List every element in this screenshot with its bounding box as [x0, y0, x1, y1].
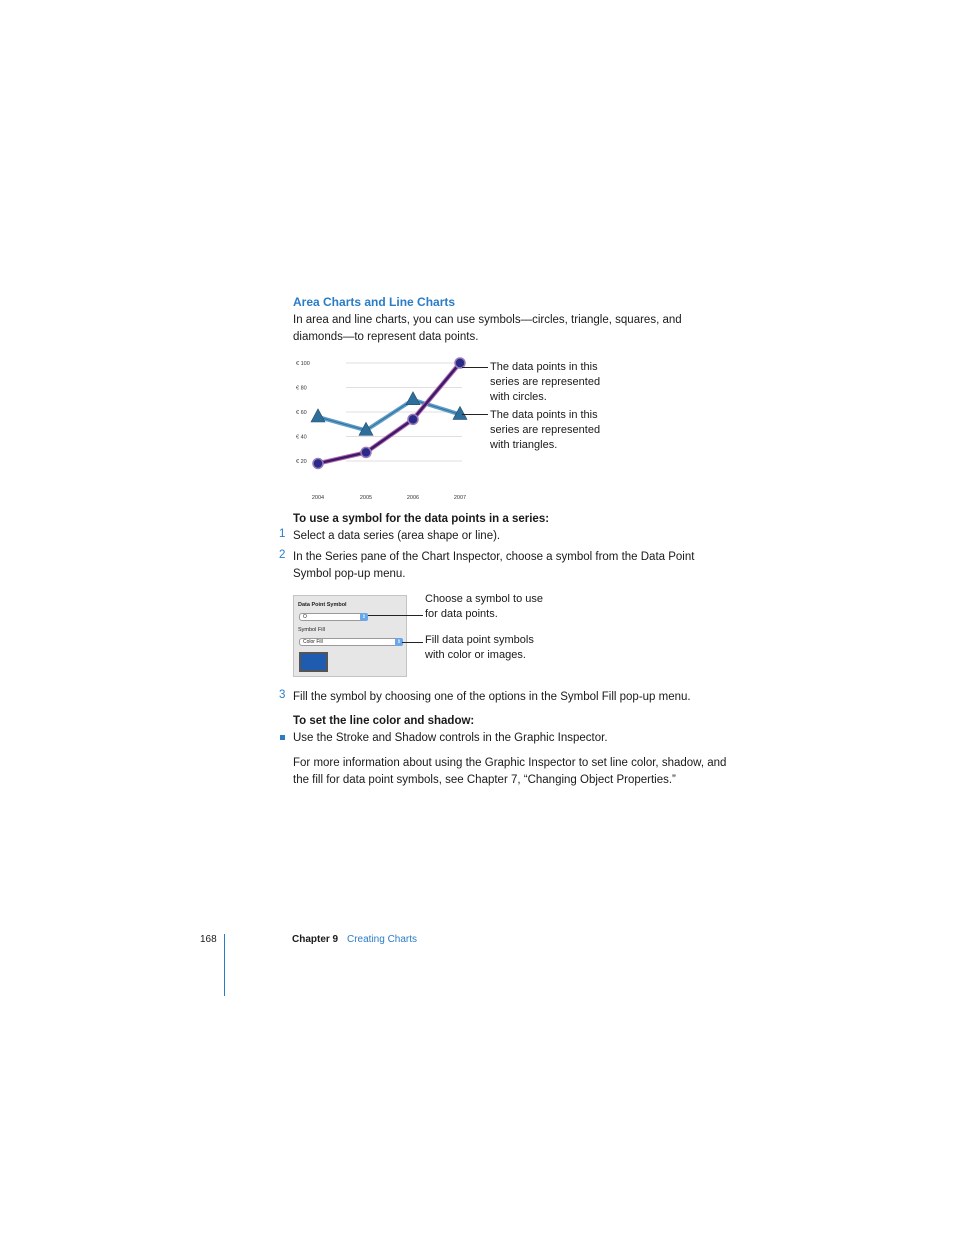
callout-leader-circles	[462, 367, 488, 368]
step-1-text: Select a data series (area shape or line).	[293, 530, 501, 542]
y-tick-label: € 80	[296, 385, 307, 392]
y-tick-label: € 40	[296, 434, 307, 441]
bullet-text: Use the Stroke and Shadow controls in the Graphic Inspector.	[293, 732, 608, 744]
intro-line-1: In area and line charts, you can use symbols—circles, triangle, squares, and	[293, 314, 682, 326]
more-info-line-1: For more information about using the Graphic Inspector to set line color, shadow, and	[293, 757, 727, 769]
callout-fill: Fill data point symbols with color or images.	[425, 634, 534, 661]
y-tick-label: € 100	[296, 361, 310, 367]
more-info-line-2: the fill for data point symbols, see Chapter 7, “Changing Object Properties.”	[293, 774, 676, 786]
step-2-line-2: Symbol pop-up menu.	[293, 568, 406, 580]
section-heading: Area Charts and Line Charts	[293, 295, 456, 309]
x-tick-label: 2007	[453, 495, 467, 501]
symbol-popup-value: O	[303, 614, 307, 620]
data-point-symbol-label: Data Point Symbol	[298, 602, 347, 608]
circle-marker	[408, 414, 418, 424]
step-1-number: 1	[279, 528, 286, 540]
x-tick-label: 2005	[359, 495, 373, 501]
step-2-number: 2	[279, 549, 286, 561]
step-2-line-1: In the Series pane of the Chart Inspector, choose a symbol from the Data Point	[293, 551, 695, 563]
line-chart	[290, 355, 485, 505]
triangle-marker	[311, 409, 325, 422]
page-number: 168	[200, 934, 217, 945]
footer-rule	[224, 934, 225, 996]
x-tick-label: 2004	[311, 495, 325, 501]
callout-triangles: The data points in this series are represented with triangles.	[490, 409, 601, 451]
step-3-text: Fill the symbol by choosing one of the options in the Symbol Fill pop-up menu.	[293, 691, 691, 703]
task2-title: To set the line color and shadow:	[293, 715, 475, 727]
task1-title: To use a symbol for the data points in a series:	[293, 513, 550, 525]
circle-marker	[361, 447, 371, 457]
series-line-triangles-edge	[318, 400, 460, 431]
data-point-symbol-popup[interactable]	[299, 613, 368, 621]
popup-stepper-icon: ⇕	[396, 639, 402, 645]
circle-marker	[313, 458, 323, 468]
step-3-number: 3	[279, 689, 286, 701]
callout-leader-symbol	[368, 615, 423, 616]
fill-popup-value: Color Fill	[303, 639, 323, 645]
chapter-label: Chapter 9	[292, 934, 339, 945]
color-swatch[interactable]	[299, 652, 328, 672]
y-tick-label: € 60	[296, 410, 307, 416]
callout-leader-fill	[402, 642, 423, 643]
y-tick-label: € 20	[296, 459, 307, 465]
x-tick-label: 2006	[406, 495, 420, 501]
symbol-fill-label: Symbol Fill	[298, 627, 325, 633]
callout-circles: The data points in this series are represented with circles.	[490, 361, 601, 403]
symbol-fill-popup[interactable]	[299, 638, 403, 646]
popup-stepper-icon: ⇕	[361, 614, 367, 620]
bullet-icon	[280, 735, 285, 740]
callout-leader-triangles	[462, 414, 488, 415]
intro-line-2: diamonds—to represent data points.	[293, 331, 479, 343]
triangle-marker	[406, 392, 420, 405]
chapter-title-link[interactable]: Creating Charts	[347, 934, 418, 945]
inspector-panel	[293, 595, 407, 677]
callout-symbol: Choose a symbol to use for data points.	[425, 593, 544, 620]
